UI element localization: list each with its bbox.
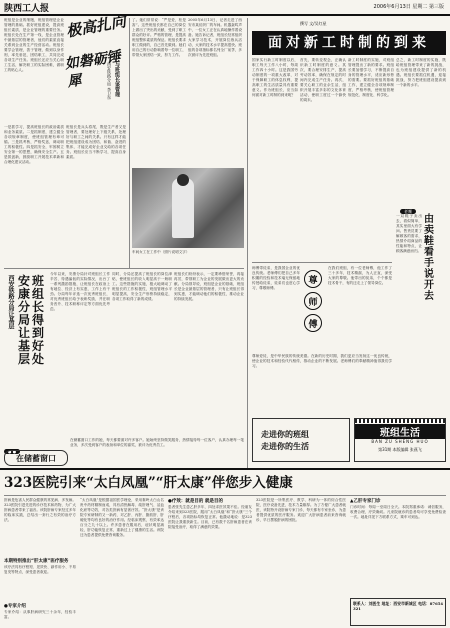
teacher-char: 傅 bbox=[304, 314, 322, 332]
life-column-box bbox=[354, 418, 446, 462]
workers-photo bbox=[132, 168, 244, 248]
calligraphy-subtitle: 与班组长谈管理 bbox=[114, 62, 120, 97]
title-char: 鞋 bbox=[424, 236, 434, 247]
life-column-pinyin: BAN ZU SHENG HUO bbox=[371, 439, 429, 444]
left-col-body-2: 一是抓学习，提高班组长的政治素质和业务素质。二是抓制度，建立健全各项规章制度，使班组管理有章可循。三是抓考核，严格奖惩，调动职工的积极性。四是抓安全，牢固树立安全第一的思想，确保安全生产。五是抓创新，鼓励职工开展技术革新和合理化建议活动。 bbox=[4, 125, 64, 164]
vertical-kicker: 西安铁路分局让基层 bbox=[7, 275, 14, 329]
issue-line: 2006年6月13日 星期二 第三版 bbox=[373, 4, 444, 10]
title-char: 由 bbox=[424, 214, 434, 225]
headline-char: 局 bbox=[18, 313, 31, 327]
bottom-headline: 323医院引来“太白凤凰”“肝太康”伴您步入健康 bbox=[4, 475, 293, 491]
contact-text: 联系人：刘医生 地址：西安市新城区 电话：87654321 bbox=[353, 601, 443, 611]
teacher-body-3: 尊师爱徒，是中华民族的传统美德。在新的历史时期，我们更应当发扬这一优良传统，使企业的技术和经验代代相传，推动企业的不断发展。老师傅们的奉献精神值得我们学习。 bbox=[252, 354, 392, 368]
calligraphy-author: 西安铁路分局 李卫东 bbox=[107, 62, 112, 100]
right-banner-title: 面对新工时制的到来 bbox=[252, 31, 446, 55]
teacher-char: 尊 bbox=[304, 270, 322, 288]
right-col-3: 新工时制度的实施，对班组管理提出了新的要求。班组长要加强学习，不断提高自身的管理水平，适应新形势的需要。要抓好班组的基础工作，建立健全各项规章制度，严格考核，使班组管理规范化、制度化、科学化。 bbox=[348, 58, 394, 97]
left-col-body-3: 班组长是兵头将尾，既是生产者又是管理者，要处理好上下级关系，处理好与职工之间的关系。只有这样才能把班组建设成为团结、和谐、奋进的集体，才能完成好企业交给的各项任务。班组长应当不断学习，提高自身素质。 bbox=[66, 125, 126, 159]
headline-char: 安 bbox=[18, 274, 31, 288]
box-line-2: 走进你的生活 bbox=[261, 441, 309, 451]
masthead bbox=[0, 0, 450, 16]
bottom-right-box bbox=[252, 418, 350, 462]
headline-char: 得 bbox=[32, 313, 45, 327]
left-top-body: 班组是企业的细胞，班组管理是企业管理的基础。抓好班组建设，提高班组长素质，是企业管理的重要任务。班组长处在生产第一线，是企业管理中最基层的管理者，他们的素质直接关系到企业的生产经营活动。班组长要学会管理，善于管理，做到以身作则，率先垂范，团结职工，共同完成各项生产任务。班组长还应当关心职工生活，解决职工的实际困难，做职工的贴心人。 bbox=[4, 18, 64, 72]
bottom-col-1c: 专家介绍：从事肝病研究三十余年，经验丰富。 bbox=[4, 610, 76, 619]
bottom-col-3: 患者张先生患乙肝多年，四处求医效果不佳。经朋友介绍来到323医院，服用“太白凤凰”和“肝太康”三个疗程后，各项指标均恢复正常。他激动地说：是323医院让我重获新生。目前，已有数千名肝病患者在该院接受治疗，取得了满意的效果。 bbox=[168, 505, 252, 529]
right-byline bbox=[300, 21, 327, 27]
bottom-subhead-3: ●疗效：就是目的 就是目的 bbox=[168, 499, 223, 504]
teacher-body-2: 在我们班组，有一位老师傅，他工作了三十多年，技术精湛，为人正直，深受大家的尊敬。他带出的徒弟，个个都是技术骨干，有的还走上了领导岗位。 bbox=[328, 266, 392, 285]
contact-box bbox=[350, 598, 446, 626]
bottom-subhead-4: ▲乙肝专家门诊 bbox=[350, 499, 381, 504]
savings-window-body: 在储蓄窗口工作的她，每天都要面对许多客户。她始终坚持微笑服务，热情接待每一位客户，认真办理每一笔业务，多次受到客户的表扬和单位的嘉奖，被评为优秀员工。 bbox=[70, 438, 244, 447]
box-line-1: 走进你的班组 bbox=[261, 429, 309, 439]
teacher-body-1: 师傅带徒弟，是我国企业的优良传统。老师傅们把自己多年积累的经验和技术毫无保留地传授给徒弟，徒弟们也虚心学习，尊敬师傅。 bbox=[252, 266, 300, 290]
left-bottom-body-1: 今年以来，安康分局针对班组长工作辛苦、待遇偏低的实际情况，出台了一系列激励措施，让班组长在政治上有地位、经济上有实惠、工作上有干劲。分局每年评选一次优秀班组长，对优秀班组长给予表彰奖励，并在职务晋升、技术职称评定等方面优先考虑。 bbox=[50, 272, 110, 311]
center-col-2: 2005年6月13日，记者走进了西安市某纺织厂的车间。机器轰鸣声中，一位女工正在认真地操作着设备。她告诉记者，班组长经常组织大家学习技术，开展岗位练兵活动，大家的技术水平提高很快。班组的各项指标都名列全厂前茅，多次被评为先进班组。 bbox=[188, 18, 242, 57]
column-badge: 在储蓄窗口 bbox=[4, 450, 68, 466]
headline-char: 组 bbox=[32, 287, 45, 301]
headline-char: 好 bbox=[32, 339, 45, 353]
title-char: 卖 bbox=[424, 225, 434, 236]
headline-char: 基 bbox=[18, 339, 31, 353]
teacher-badge bbox=[304, 270, 324, 350]
byline-label: 撰写 bbox=[300, 21, 308, 26]
headline-char: 层 bbox=[18, 352, 31, 366]
bottom-subhead-2: ●专家介绍 bbox=[4, 604, 26, 609]
calligraphy-line1: 极高扎向 bbox=[64, 12, 128, 41]
headline-char: 到 bbox=[32, 326, 45, 340]
title-char: 开 bbox=[424, 280, 434, 291]
side-feature-title bbox=[424, 214, 444, 304]
headline-char: 处 bbox=[32, 352, 45, 366]
headline-char: 康 bbox=[18, 287, 31, 301]
bottom-col-1: 肝病是危害人民群众健康的常见病、多发病。323医院引进先进的诊疗技术和药物，为广大肝病患者带来了福音。该院肝病专家经过多年的临床实践，总结出一套行之有效的治疗方法。 bbox=[4, 498, 76, 522]
bottom-col-2: “太白凤凰”是根据祖国医学理论，采用秦岭太白山名贵中药材精制而成，具有清热解毒、疏肝理气、活血化瘀等功效，对各类肝病有显著疗效。“肝太康”是该院专家研制的又一新药，对乙肝、丙肝、脂肪肝、肝硬化等均有良好的治疗作用。经临床观察，有效率达百分之九十以上。许多患者在服用后，症状明显减轻，肝功能恢复正常，重新过上了健康的生活。该院还为患者提供免费咨询服务。 bbox=[80, 498, 164, 537]
headline-char: 分 bbox=[18, 300, 31, 314]
side-feature-pill: 老鹰 bbox=[400, 209, 416, 214]
life-column-sub: 第31期 本版编辑 张燕飞 bbox=[378, 447, 422, 452]
headline-char: 长 bbox=[32, 300, 45, 314]
title-char: 看 bbox=[424, 247, 434, 258]
right-col-4: 总之，新工时制度的实施，既给班组管理带来了新的挑战，也为班组建设提供了新的机遇。班组长要抓住机遇，迎接挑战，努力把班组建设提高到一个新的水平。 bbox=[396, 58, 446, 87]
headline-char: 班 bbox=[32, 274, 45, 288]
title-char: 去 bbox=[424, 291, 434, 302]
title-char: 说 bbox=[424, 269, 434, 280]
left-bottom-body-3: 班组长们纷纷表示，一定要珍惜荣誉，再接再厉，带领职工为企业的发展做出更大的贡献。分局领导说，班组是企业的基础，班组长是企业最基层的管理者，只有让班组长得到实惠，才能调动他们的积极性，推动企业的持续发展。 bbox=[174, 272, 244, 301]
calligraphy-line2: 如磐砺锤犀 bbox=[63, 48, 122, 91]
byline-text: 文/吴红星 bbox=[309, 21, 327, 26]
right-col-1: 国家实行新工时制度以后，职工每天工作八小时，每周工作四十小时。这是我国劳动制度的一项重大改革，对于保障职工的休息权利，提高职工的生活质量具有重要意义。作为班组长，应当如何面对新工时制的到来呢？ bbox=[252, 58, 298, 97]
bottom-col-5: 门诊时间：每周一至周日全天。本院郑重承诺：诚信服务，收费合理，疗效确切。凡来院就诊的患者均可享受免费检查一次。地址详见下方联系方式，乘车可到达。 bbox=[350, 505, 446, 519]
left-bottom-body-2: 同时，分局还提高了班组长的岗位津贴，使班组长的收入明显高于一般职工。这些措施的实施，极大地调动了班组长的工作积极性，班组管理水平明显提高，安全生产形势持续稳定，各项工作取得了新的成绩。 bbox=[112, 272, 172, 301]
title-char: 手 bbox=[424, 258, 434, 269]
life-column-title: 班组生活 bbox=[355, 424, 445, 439]
bottom-col-4: 323医院是一所集医疗、教学、科研为一体的综合性医院，医疗设备先进，技术力量雄厚。为了方便广大患者就医，该院特开设肝病专家门诊，每天都有专家坐诊，为患者提供优质的医疗服务。欢迎广大肝病患者前来咨询就诊，早日摆脱肝病的困扰。 bbox=[256, 498, 346, 522]
photo-caption: 车间女工在工作中（照片说明文字） bbox=[132, 250, 190, 254]
center-col-1: 了。她们常常说：“严是爱，松是害”。这些班组长都在自己的岗位上做出了突出的贡献，受到了职工群众的好评。严格的管理，是提高班组整体素质的保证。班组长要求职工做到的，自己首先做到。她们用自己的行动影响着每一位职工，带领大家团结一致，努力工作。 bbox=[132, 18, 186, 57]
bottom-col-1b: 该疗法具有疗程短、见效快、副作用小、不易复发等特点，深受患者欢迎。 bbox=[4, 565, 76, 574]
paper-name: 陕西工人报 bbox=[4, 4, 50, 14]
bottom-subhead-1: 本期特别推出“肝太康”医疗服务 bbox=[4, 559, 69, 564]
headline-char: 让 bbox=[18, 326, 31, 340]
teacher-char: 师 bbox=[304, 292, 322, 310]
side-feature-body: 一双鞋子卖出去，看似简单，其实里面大有学问。售货员要了解顾客的需求，热情介绍商品的性能和特点，让顾客满意而归。 bbox=[396, 214, 422, 253]
right-col-2: 首先，要转变观念，正确认识新工时制度的意义。其次，要合理安排生产，提高劳动效率，确保在规定的时间内完成生产任务。再次，要关心职工的业余生活，组织开展丰富多彩的文化体育活动，使职工度过一个愉快的周末。 bbox=[300, 58, 346, 102]
column-label-pill: ● ● bbox=[4, 449, 20, 454]
